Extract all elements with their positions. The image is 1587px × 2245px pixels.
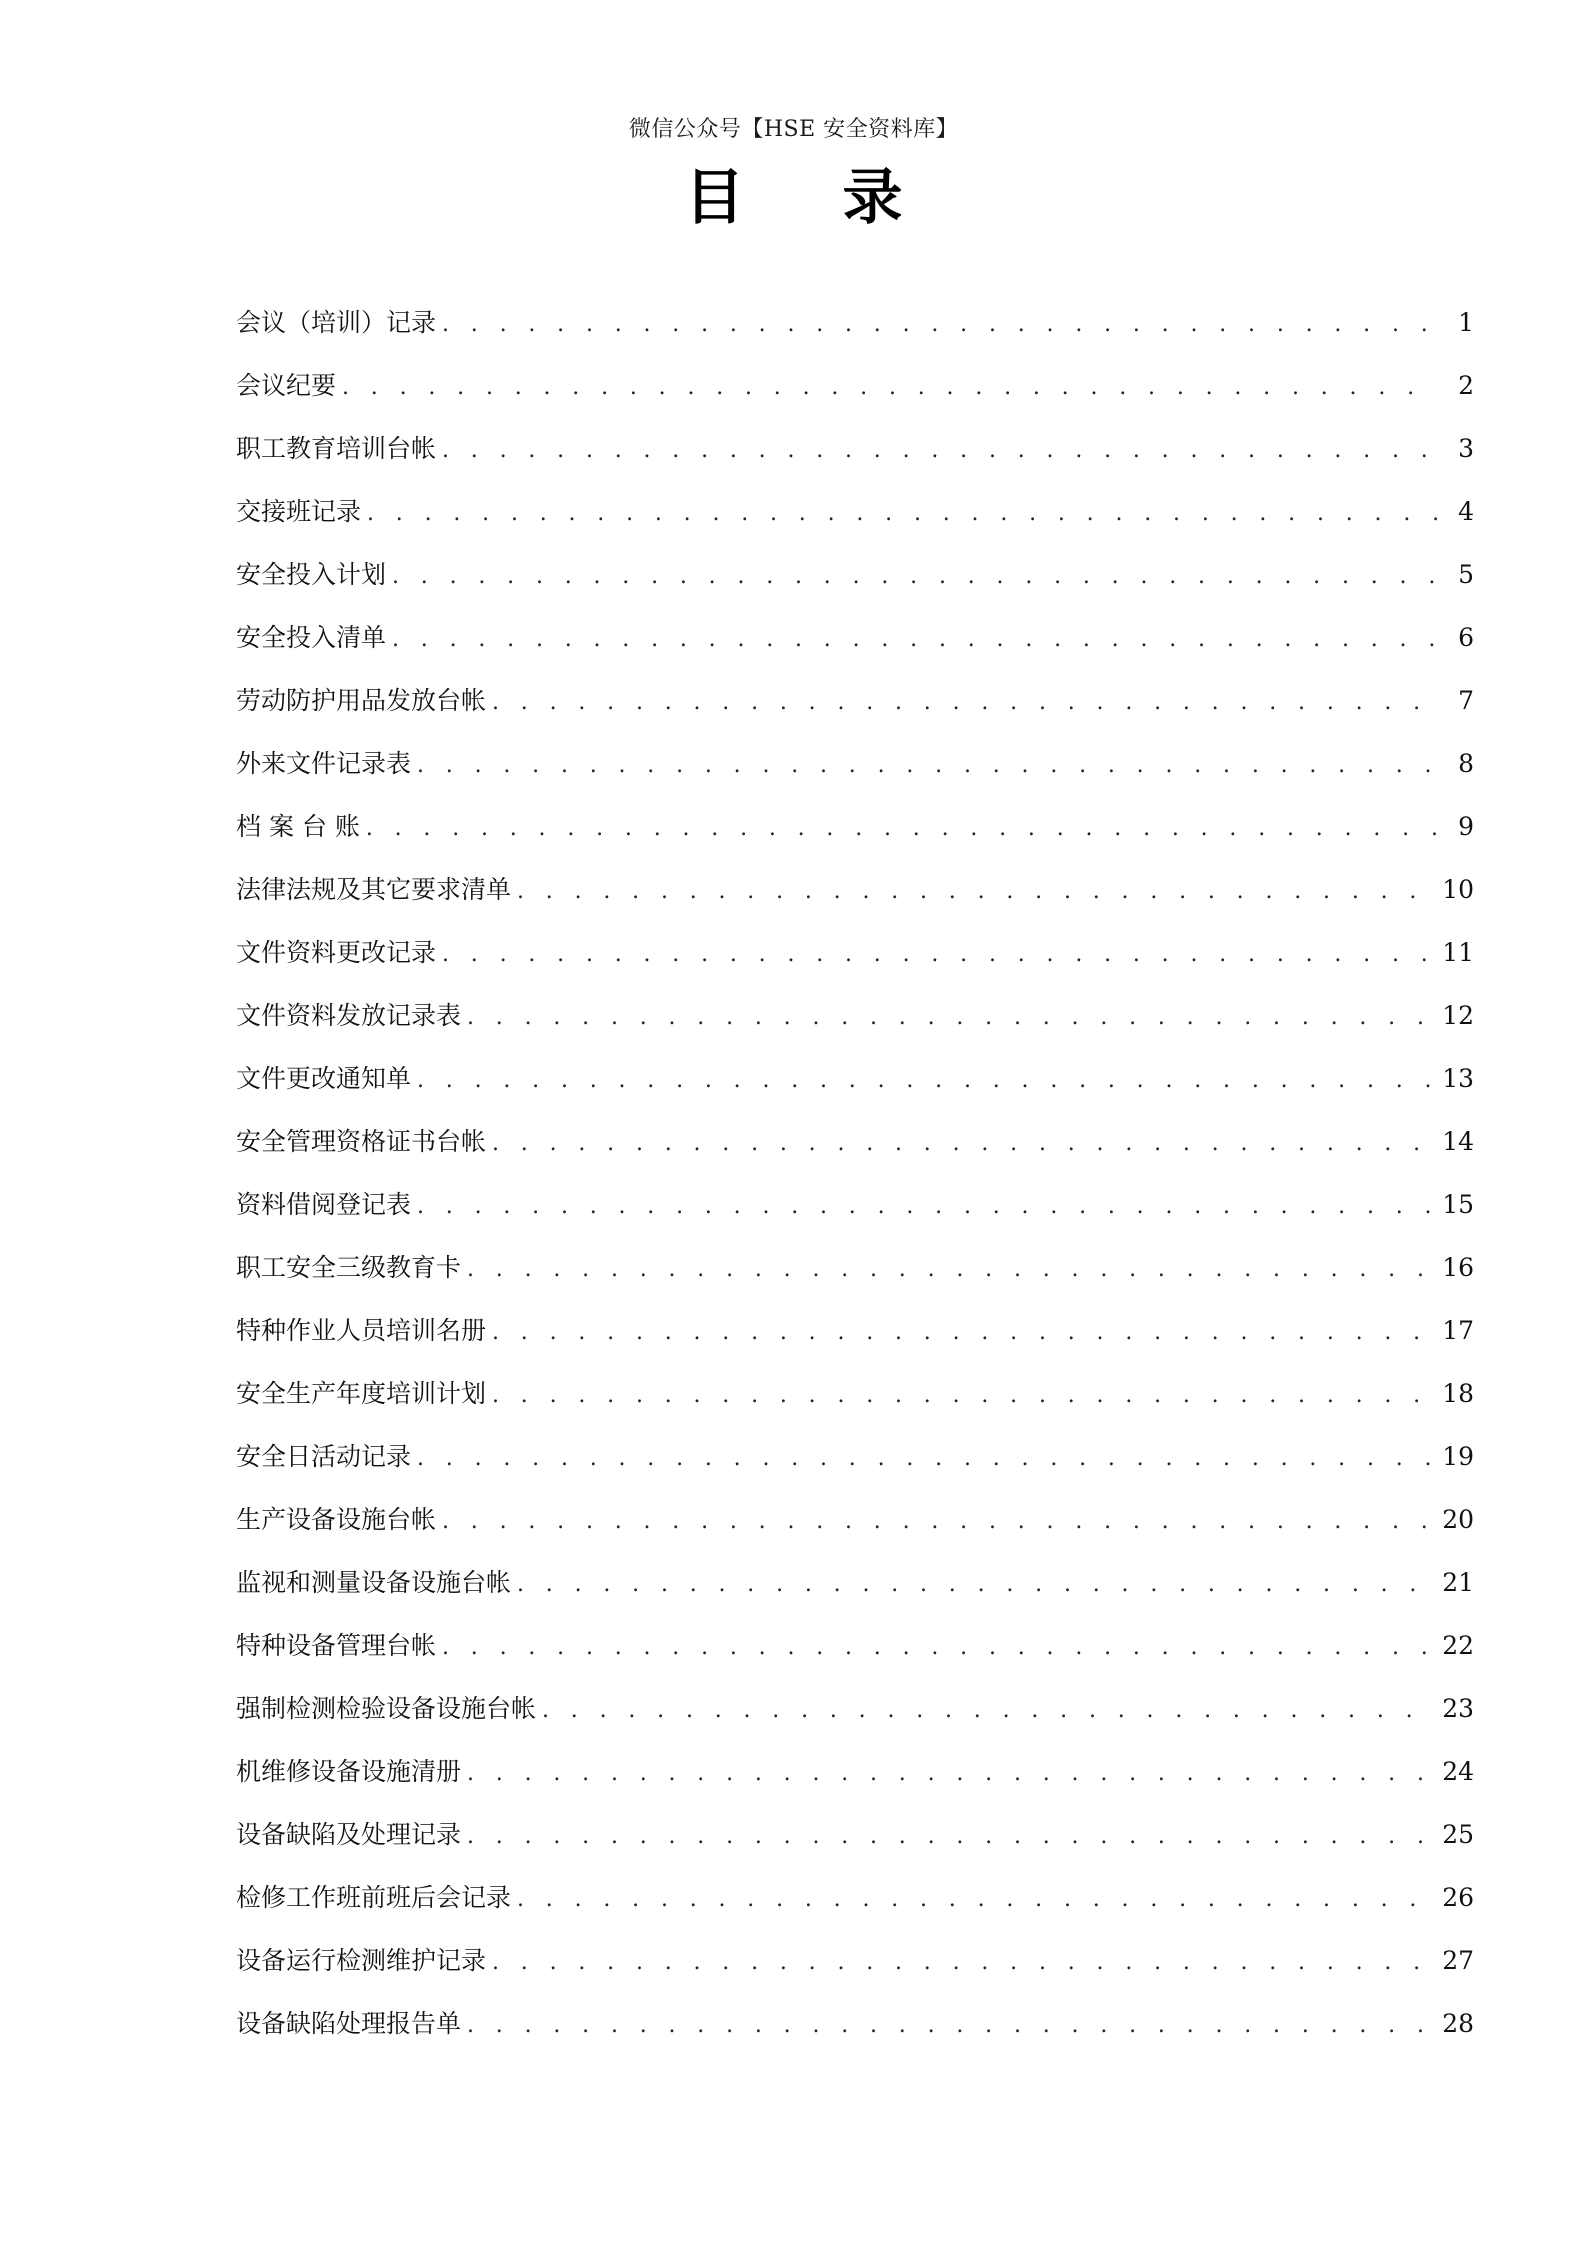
source-note: 微信公众号【HSE 安全资料库】	[628, 117, 959, 142]
toc-entry-label: 检修工作班前班后会记录	[236, 1883, 512, 1912]
toc-entry[interactable]	[236, 1178, 1474, 1241]
toc-entry-label: 安全管理资格证书台帐	[236, 1127, 487, 1156]
toc-page-number: 26	[1442, 1883, 1474, 1912]
toc-page-number: 19	[1442, 1442, 1474, 1471]
toc-dot-leader	[517, 874, 1434, 910]
toc-page-number: 13	[1442, 1064, 1474, 1093]
toc-dot-leader	[366, 811, 1438, 847]
toc-entry-label: 安全投入计划	[236, 560, 387, 589]
toc-page-number: 16	[1442, 1253, 1474, 1282]
toc-entry[interactable]	[236, 1808, 1474, 1871]
toc-page-number: 11	[1442, 938, 1474, 967]
toc-dot-leader	[392, 622, 1438, 658]
toc-entry[interactable]	[236, 1430, 1474, 1493]
toc-dot-leader	[417, 1063, 1434, 1099]
toc-entry-label: 法律法规及其它要求清单	[236, 875, 512, 904]
toc-entry-label: 文件资料发放记录表	[236, 1001, 462, 1030]
toc-dot-leader	[392, 559, 1438, 595]
toc-entry[interactable]	[236, 1304, 1474, 1367]
toc-dot-leader	[467, 1819, 1434, 1855]
toc-dot-leader	[417, 1441, 1434, 1477]
toc-page-number: 21	[1442, 1568, 1474, 1597]
toc-page-number: 3	[1458, 434, 1474, 463]
page-title: 目录	[684, 163, 1001, 233]
toc-page-number: 23	[1442, 1694, 1474, 1723]
toc-page-number: 18	[1442, 1379, 1474, 1408]
toc-page-number: 5	[1458, 560, 1474, 589]
toc-entry[interactable]	[236, 1934, 1474, 1997]
toc-entry[interactable]	[236, 1115, 1474, 1178]
toc-page-number: 20	[1442, 1505, 1474, 1534]
toc-page-number: 12	[1442, 1001, 1474, 1030]
toc-entry[interactable]	[236, 1367, 1474, 1430]
toc-entry[interactable]	[236, 485, 1474, 548]
toc-dot-leader	[367, 496, 1438, 532]
toc-page-number: 2	[1458, 371, 1474, 400]
toc-entry-label: 强制检测检验设备设施台帐	[236, 1694, 537, 1723]
toc-page-number: 1	[1458, 308, 1474, 337]
toc-dot-leader	[467, 1000, 1434, 1036]
toc-entry-label: 文件资料更改记录	[236, 938, 437, 967]
toc-entry[interactable]	[236, 1241, 1474, 1304]
toc-entry-label: 会议纪要	[236, 371, 337, 400]
toc-dot-leader	[342, 370, 1438, 406]
toc-entry-label: 外来文件记录表	[236, 749, 412, 778]
toc-page-number: 4	[1458, 497, 1474, 526]
toc-entry-label: 安全投入清单	[236, 623, 387, 652]
toc-entry-label: 文件更改通知单	[236, 1064, 412, 1093]
toc-entry-label: 劳动防护用品发放台帐	[236, 686, 487, 715]
toc-dot-leader	[442, 1630, 1434, 1666]
toc-entry[interactable]	[236, 548, 1474, 611]
toc-entry[interactable]	[236, 1556, 1474, 1619]
toc-entry[interactable]	[236, 800, 1474, 863]
toc-dot-leader	[442, 1504, 1434, 1540]
toc-page-number: 7	[1458, 686, 1474, 715]
toc-dot-leader	[467, 2008, 1434, 2044]
toc-entry-label: 机维修设备设施清册	[236, 1757, 462, 1786]
toc-dot-leader	[492, 1126, 1434, 1162]
toc-entry[interactable]	[236, 611, 1474, 674]
toc-dot-leader	[542, 1693, 1434, 1729]
toc-entry[interactable]	[236, 1871, 1474, 1934]
toc-page-number: 15	[1442, 1190, 1474, 1219]
toc-entry-label: 设备缺陷及处理记录	[236, 1820, 462, 1849]
toc-dot-leader	[442, 433, 1438, 469]
toc-entry[interactable]	[236, 1493, 1474, 1556]
toc-entry[interactable]	[236, 926, 1474, 989]
toc-entry[interactable]	[236, 989, 1474, 1052]
toc-entry-label: 会议（培训）记录	[236, 308, 437, 337]
toc-entry-label: 交接班记录	[236, 497, 362, 526]
toc-dot-leader	[517, 1882, 1434, 1918]
toc-entry[interactable]	[236, 674, 1474, 737]
toc-page-number: 25	[1442, 1820, 1474, 1849]
toc-dot-leader	[492, 1315, 1434, 1351]
toc-entry[interactable]	[236, 422, 1474, 485]
toc-entry[interactable]	[236, 359, 1474, 422]
table-of-contents	[236, 296, 1474, 2060]
toc-entry[interactable]	[236, 1052, 1474, 1115]
toc-entry-label: 职工教育培训台帐	[236, 434, 437, 463]
toc-dot-leader	[492, 685, 1438, 721]
toc-entry-label: 档 案 台 账	[236, 812, 360, 841]
toc-entry-label: 设备缺陷处理报告单	[236, 2009, 462, 2038]
toc-entry-label: 设备运行检测维护记录	[236, 1946, 487, 1975]
toc-entry[interactable]	[236, 1619, 1474, 1682]
toc-entry[interactable]	[236, 737, 1474, 800]
toc-dot-leader	[417, 748, 1438, 784]
toc-entry-label: 安全生产年度培训计划	[236, 1379, 487, 1408]
toc-page-number: 10	[1442, 875, 1474, 904]
toc-page-number: 22	[1442, 1631, 1474, 1660]
toc-dot-leader	[492, 1378, 1434, 1414]
toc-dot-leader	[442, 937, 1434, 973]
toc-entry[interactable]	[236, 1745, 1474, 1808]
toc-entry[interactable]	[236, 863, 1474, 926]
toc-page-number: 27	[1442, 1946, 1474, 1975]
toc-entry-label: 特种设备管理台帐	[236, 1631, 437, 1660]
toc-entry-label: 安全日活动记录	[236, 1442, 412, 1471]
toc-dot-leader	[467, 1252, 1434, 1288]
toc-entry[interactable]	[236, 296, 1474, 359]
toc-page-number: 28	[1442, 2009, 1474, 2038]
toc-page-number: 24	[1442, 1757, 1474, 1786]
toc-entry-label: 监视和测量设备设施台帐	[236, 1568, 512, 1597]
toc-entry-label: 生产设备设施台帐	[236, 1505, 437, 1534]
toc-page-number: 8	[1458, 749, 1474, 778]
toc-dot-leader	[442, 307, 1438, 343]
toc-dot-leader	[417, 1189, 1434, 1225]
toc-page-number: 9	[1458, 812, 1474, 841]
toc-page-number: 14	[1442, 1127, 1474, 1156]
toc-entry[interactable]	[236, 1997, 1474, 2060]
toc-entry-label: 资料借阅登记表	[236, 1190, 412, 1219]
toc-entry[interactable]	[236, 1682, 1474, 1745]
toc-dot-leader	[467, 1756, 1434, 1792]
toc-entry-label: 特种作业人员培训名册	[236, 1316, 487, 1345]
toc-page-number: 6	[1458, 623, 1474, 652]
toc-dot-leader	[492, 1945, 1434, 1981]
toc-entry-label: 职工安全三级教育卡	[236, 1253, 462, 1282]
toc-dot-leader	[517, 1567, 1434, 1603]
toc-page-number: 17	[1442, 1316, 1474, 1345]
